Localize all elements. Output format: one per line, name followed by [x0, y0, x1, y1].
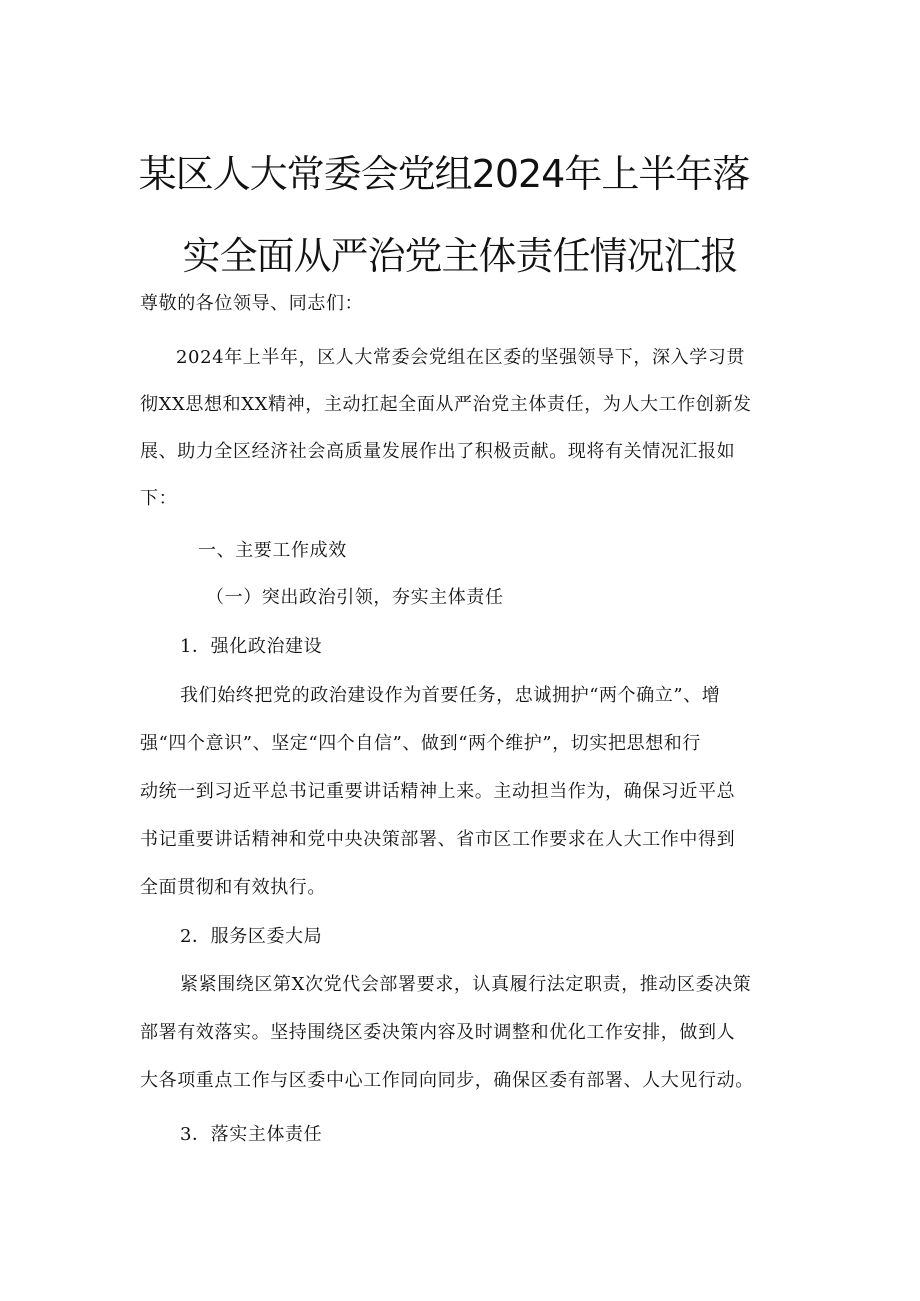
item-2-heading: 2．服务区委大局 [180, 926, 323, 947]
document-title-line-1: 某区人大常委会党组2024年上半年落 [138, 152, 750, 196]
item-1-body-line-3: 动统一到习近平总书记重要讲话精神上来。主动担当作为，确保习近平总 [140, 781, 736, 802]
greeting: 尊敬的各位领导、同志们： [140, 293, 364, 314]
item-1-body-line-2: 强“四个意识”、坚定“四个自信”、做到“两个维护”，切实把思想和行 [140, 733, 702, 754]
item-1-body-line-4: 书记重要讲话精神和党中央决策部署、省市区工作要求在人大工作中得到 [140, 829, 736, 850]
section-1-heading: 一、主要工作成效 [198, 540, 347, 561]
document-title-line-2: 实全面从严治党主体责任情况汇报 [182, 234, 738, 278]
item-3-heading: 3．落实主体责任 [180, 1124, 323, 1145]
item-1-body-line-1: 我们始终把党的政治建设作为首要任务，忠诚拥护“两个确立”、增 [180, 685, 721, 706]
item-2-body-line-2: 部署有效落实。坚持围绕区委决策内容及时调整和优化工作安排，做到人 [140, 1022, 736, 1043]
item-2-body-line-3: 大各项重点工作与区委中心工作同向同步，确保区委有部署、人大见行动。 [140, 1070, 754, 1091]
item-1-heading: 1．强化政治建设 [180, 636, 323, 657]
intro-line-3: 展、助力全区经济社会高质量发展作出了积极贡献。现将有关情况汇报如 [140, 441, 736, 462]
intro-line-1: 2024年上半年，区人大常委会党组在区委的坚强领导下，深入学习贯 [176, 347, 746, 368]
intro-line-4: 下： [140, 488, 178, 509]
item-1-body-line-5: 全面贯彻和有效执行。 [140, 877, 326, 898]
item-2-body-line-1: 紧紧围绕区第X次党代会部署要求，认真履行法定职责，推动区委决策 [180, 974, 752, 995]
intro-line-2: 彻XX思想和XX精神，主动扛起全面从严治党主体责任，为人大工作创新发 [140, 394, 752, 415]
subsection-1-heading: （一）突出政治引领，夯实主体责任 [206, 587, 504, 608]
